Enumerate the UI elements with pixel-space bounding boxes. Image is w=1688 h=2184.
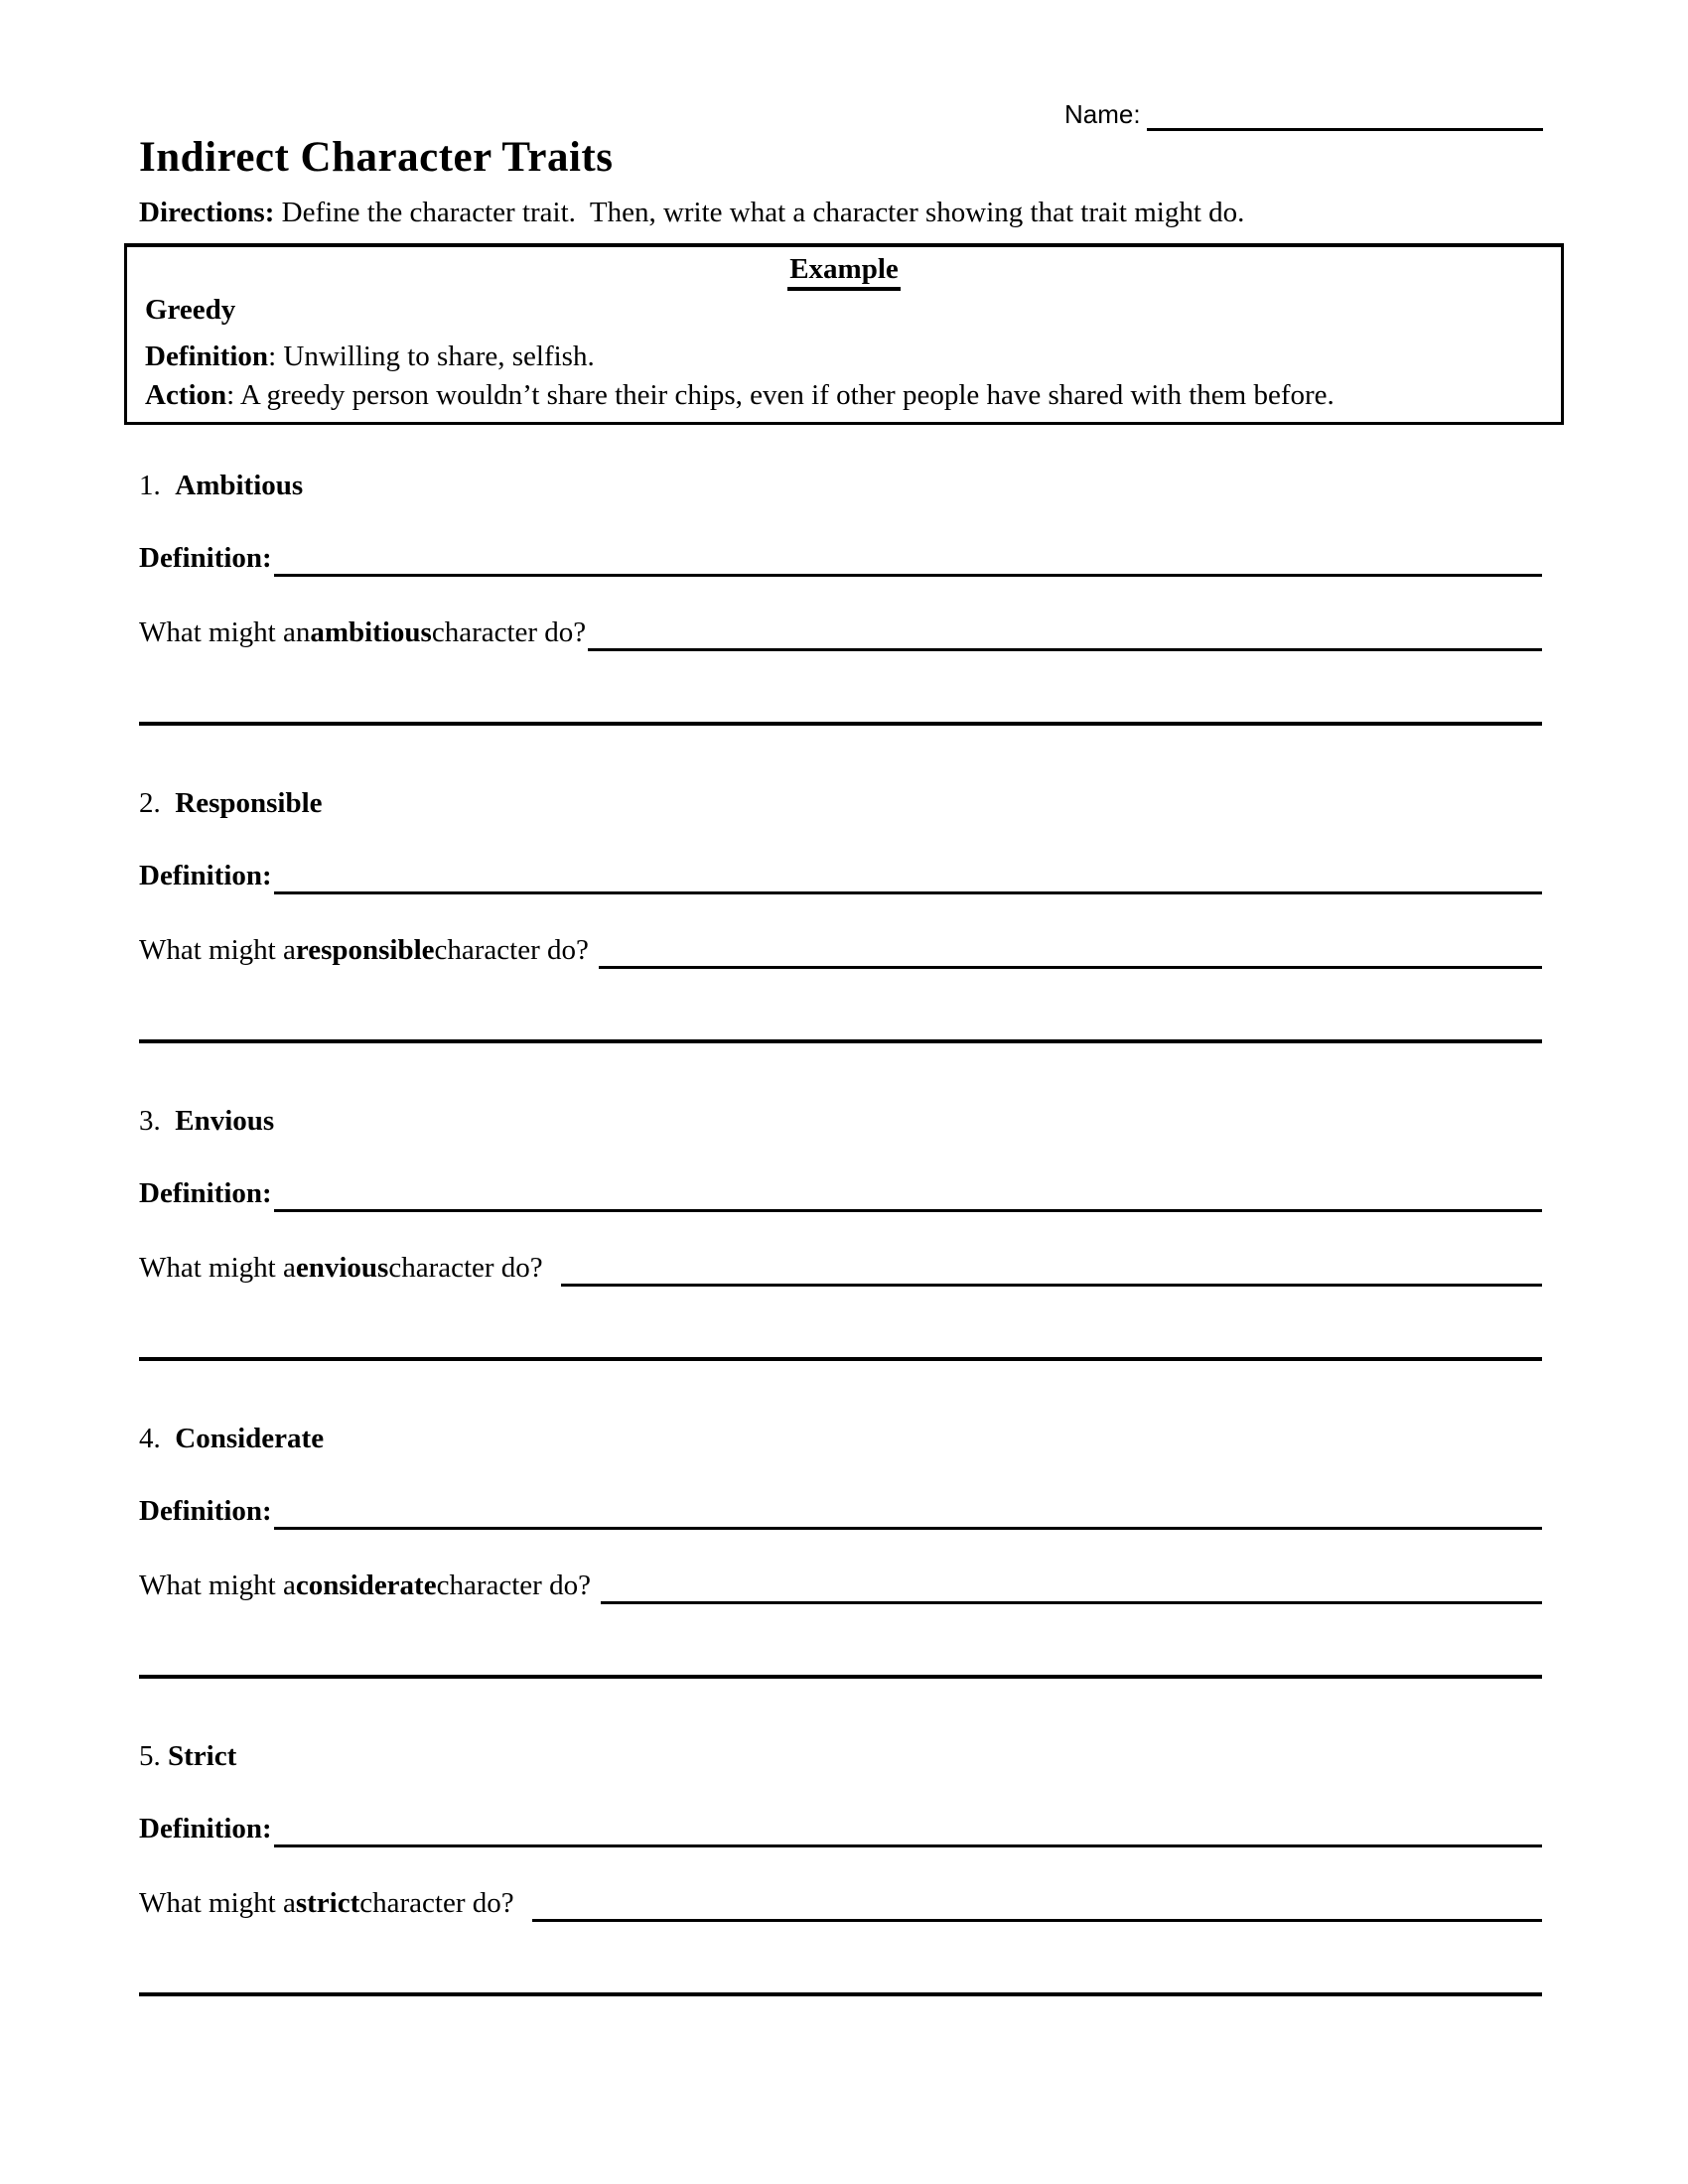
trait-name: Strict: [168, 1740, 237, 1772]
question-post: character do?: [388, 1252, 543, 1284]
question-pre: What might a: [139, 1887, 296, 1919]
directions-text: Define the character trait. Then, write what a character showing that trait might do.: [274, 197, 1245, 228]
definition-row: [139, 1494, 1542, 1530]
definition-blank-line: [274, 1812, 1542, 1847]
definition-row: [139, 1176, 1542, 1212]
definition-row: [139, 1812, 1542, 1847]
trait-number: 1.: [139, 470, 176, 501]
definition-blank-line: [274, 541, 1542, 577]
definition-label: Definition:: [139, 1495, 272, 1527]
question-pre: What might an: [139, 616, 311, 648]
answer-blank-line: [532, 1886, 1542, 1922]
trait-heading: [139, 470, 303, 502]
definition-label: Definition:: [139, 542, 272, 574]
definition-label: Definition:: [139, 1813, 272, 1844]
question-row: [139, 615, 1542, 651]
question-pre: What might a: [139, 1570, 296, 1601]
question-row: [139, 1569, 1542, 1604]
example-box: [124, 243, 1564, 425]
trait-name: Envious: [175, 1105, 275, 1137]
definition-label: Definition:: [139, 860, 272, 891]
definition-row: [139, 541, 1542, 577]
answer-continuation-line: [139, 722, 1542, 726]
trait-heading: [139, 1105, 274, 1138]
trait-name: Ambitious: [175, 470, 304, 501]
example-definition-label: Definition: [145, 341, 269, 372]
trait-section-3: [139, 1105, 1542, 1373]
question-trait: strict: [295, 1887, 360, 1919]
trait-section-1: [139, 470, 1542, 738]
answer-continuation-line: [139, 1992, 1542, 1996]
trait-name: Considerate: [175, 1423, 325, 1454]
trait-section-5: [139, 1740, 1542, 2008]
answer-continuation-line: [139, 1039, 1542, 1043]
question-trait: envious: [295, 1252, 389, 1284]
answer-continuation-line: [139, 1675, 1542, 1679]
example-trait: Greedy: [145, 294, 236, 326]
question-trait: responsible: [295, 934, 435, 966]
trait-number: 3.: [139, 1105, 176, 1137]
name-label: Name:: [1064, 99, 1141, 129]
question-row: [139, 933, 1542, 969]
example-action-label: Action: [145, 379, 227, 411]
trait-section-4: [139, 1423, 1542, 1691]
answer-blank-line: [561, 1251, 1542, 1287]
example-definition: [145, 341, 595, 373]
question-pre: What might a: [139, 934, 296, 966]
definition-blank-line: [274, 859, 1542, 894]
answer-blank-line: [601, 1569, 1542, 1604]
definition-blank-line: [274, 1176, 1542, 1212]
directions-label: Directions:: [139, 197, 275, 228]
directions: [139, 197, 1244, 229]
name-field-row: [1064, 97, 1543, 131]
trait-heading: [139, 787, 323, 820]
question-post: character do?: [436, 1570, 591, 1601]
question-trait: ambitious: [310, 616, 432, 648]
trait-number: 4.: [139, 1423, 176, 1454]
name-blank-line: [1147, 97, 1543, 131]
question-post: character do?: [359, 1887, 514, 1919]
question-trait: considerate: [295, 1570, 437, 1601]
trait-number: 5.: [139, 1740, 168, 1772]
answer-blank-line: [599, 933, 1542, 969]
trait-number: 2.: [139, 787, 176, 819]
answer-continuation-line: [139, 1357, 1542, 1361]
question-post: character do?: [431, 616, 587, 648]
question-row: [139, 1251, 1542, 1287]
question-row: [139, 1886, 1542, 1922]
question-post: character do?: [434, 934, 589, 966]
definition-row: [139, 859, 1542, 894]
example-heading: Example: [787, 253, 901, 291]
trait-heading: [139, 1740, 236, 1773]
trait-heading: [139, 1423, 324, 1455]
example-action: [145, 379, 1335, 412]
example-action-text: : A greedy person wouldn’t share their chips, even if other people have shared with them before.: [226, 379, 1335, 411]
question-pre: What might a: [139, 1252, 296, 1284]
definition-label: Definition:: [139, 1177, 272, 1209]
trait-name: Responsible: [175, 787, 323, 819]
definition-blank-line: [274, 1494, 1542, 1530]
page-title: Indirect Character Traits: [139, 134, 614, 181]
trait-section-2: [139, 787, 1542, 1055]
example-definition-text: : Unwilling to share, selfish.: [268, 341, 595, 372]
answer-blank-line: [588, 615, 1542, 651]
example-heading-row: [127, 253, 1561, 291]
